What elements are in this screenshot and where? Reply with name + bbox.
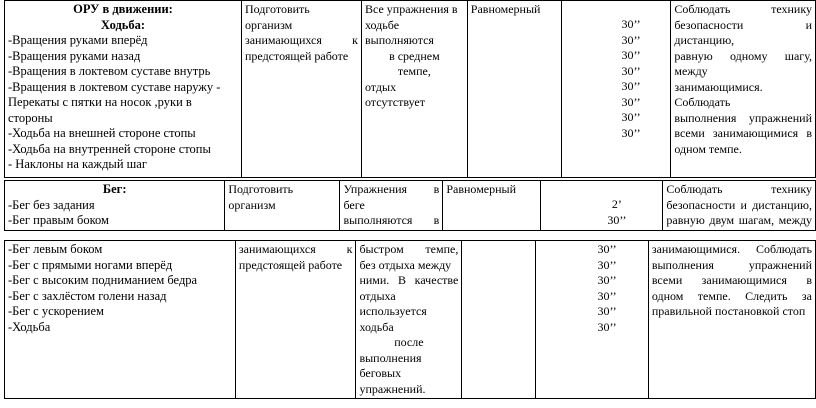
exercise-item: -Бег левым боком: [8, 242, 103, 256]
goal-cell: [235, 241, 356, 399]
method-line: отсутствует: [364, 95, 425, 109]
exercise-item: стороны: [8, 110, 53, 125]
goal-line: организм: [228, 197, 276, 212]
duration-value: 30’’: [597, 288, 617, 303]
notes-line: выполнения упражнений: [651, 257, 812, 272]
method-cell: [340, 181, 443, 231]
method-line: используется: [359, 304, 427, 318]
duration-value: 30’’: [597, 257, 617, 272]
duration-value: 30’’: [597, 319, 617, 334]
section-title: Бег:: [102, 182, 127, 196]
goal-line: предстоящей работе: [244, 48, 349, 63]
duration-value: 30’’: [621, 48, 641, 62]
notes-cell: [648, 241, 815, 399]
notes-line: Соблюдать технику: [674, 2, 812, 16]
notes-line: одном темпе.: [674, 141, 742, 156]
goal-line: Подготовить: [228, 182, 294, 196]
method-line: беге: [343, 197, 365, 212]
lesson-table-oru: [4, 0, 816, 178]
duration-cell: [561, 1, 671, 178]
exercise-item: -Вращения в локтевом суставе внутрь: [8, 64, 211, 78]
method-line: в среднем: [389, 48, 440, 63]
duration-value: 30’’: [607, 212, 627, 227]
exercise-item: -Бег без задания: [8, 197, 95, 212]
goal-line: Подготовить: [244, 2, 310, 16]
method-line: отдых: [364, 79, 397, 94]
exercise-cell: [5, 181, 225, 231]
goal-line: занимающихся к: [244, 33, 358, 47]
duration-value: 30’’: [621, 32, 641, 47]
method-line: быстром темпе,: [359, 242, 459, 256]
exercise-item: -Вращения руками вперёд: [8, 33, 148, 47]
duration-value: 30’’: [621, 125, 641, 140]
tempo-value: Равномерный: [470, 2, 541, 16]
tempo-value: Равномерный: [446, 182, 517, 196]
duration-cell: [536, 241, 649, 399]
exercise-cell: [5, 241, 236, 399]
tempo-cell: [467, 1, 561, 178]
notes-line: безопасности и дистанцию,: [674, 17, 812, 47]
table-row: [5, 241, 816, 399]
exercise-item: -Бег с захлёстом голени назад: [8, 288, 167, 303]
goal-line: организм: [244, 17, 293, 32]
duration-value: 30’’: [621, 17, 641, 31]
tempo-cell: [443, 181, 541, 231]
notes-line: одном темпе. Следить за: [651, 288, 812, 303]
duration-cell: [541, 181, 663, 231]
duration-value: 30’’: [597, 304, 617, 318]
exercise-item: -Бег правым боком: [8, 213, 109, 227]
method-line: отдыха: [359, 288, 396, 303]
method-line: выполнения: [359, 350, 422, 365]
notes-line: равную двум шагам, между: [666, 213, 812, 227]
goal-cell: [241, 1, 361, 178]
duration-value: 2’: [611, 197, 622, 211]
exercise-item: -Вращения руками назад: [8, 48, 141, 63]
exercise-item: -Ходьба на внутренней стороне стопы: [8, 141, 211, 156]
notes-line: правильной постановкой стоп: [651, 304, 806, 318]
duration-value: 30’’: [597, 242, 617, 256]
goal-cell: [225, 181, 340, 231]
exercise-cell: [5, 1, 242, 178]
notes-cell: [671, 1, 816, 178]
duration-value: 30’’: [621, 79, 641, 93]
method-line: без отдыха между: [359, 257, 452, 272]
lesson-table-run-continued: [4, 240, 816, 399]
duration-value: 30’’: [597, 273, 617, 287]
duration-value: 30’’: [621, 94, 641, 109]
notes-line: всеми занимающимися в: [674, 126, 812, 140]
method-cell: [356, 241, 462, 399]
method-line: Все упражнения в: [364, 2, 458, 16]
method-line: ними. В качестве: [359, 273, 459, 287]
notes-line: безопасности и дистанцию,: [666, 197, 812, 212]
exercise-item: -Ходьба на внешней стороне стопы: [8, 126, 196, 140]
tempo-cell: [462, 241, 536, 399]
method-line: ходьба: [359, 319, 394, 334]
method-line: упражнений.: [359, 381, 426, 396]
notes-line: занимающимися. Соблюдать: [651, 242, 812, 256]
duration-value: 30’’: [621, 110, 641, 124]
notes-line: всеми занимающимися в: [651, 273, 812, 287]
notes-line: равную одному шагу, между: [674, 48, 812, 78]
method-line: ходьбе: [364, 17, 400, 32]
notes-cell: [663, 181, 816, 231]
method-line: беговых: [359, 366, 402, 380]
section-title: ОРУ в движении:: [73, 2, 173, 16]
goal-line: предстоящей работе: [238, 257, 343, 272]
duration-value: 30’’: [621, 63, 641, 78]
exercise-item: -Бег с высоким подниманием бедра: [8, 273, 198, 287]
section-subtitle: Ходьба:: [100, 17, 146, 32]
method-cell: [361, 1, 467, 178]
method-line: темпе,: [397, 64, 431, 78]
table-row: [5, 1, 816, 178]
notes-line: занимающимися. Соблюдать: [674, 79, 763, 109]
method-line: Упражнения в: [343, 182, 440, 196]
lesson-table-run: [4, 180, 816, 231]
table-row: [5, 181, 816, 231]
exercise-item: -Ходьба: [8, 319, 51, 334]
exercise-item: -Бег с ускорением: [8, 304, 104, 318]
exercise-item: -Бег с прямыми ногами вперёд: [8, 257, 173, 272]
notes-line: выполнения упражнений: [674, 110, 812, 125]
notes-line: Соблюдать технику: [666, 182, 812, 196]
exercise-item: - Наклоны на каждый шаг: [8, 157, 147, 171]
method-line: после: [394, 335, 424, 349]
method-line: выполняются в: [343, 213, 440, 227]
method-line: выполняются: [364, 33, 434, 47]
goal-line: занимающихся к: [238, 242, 353, 256]
exercise-item: -Вращения в локтевом суставе наружу -: [8, 79, 221, 94]
exercise-item: Перекаты с пятки на носок ,руки в: [8, 95, 192, 109]
